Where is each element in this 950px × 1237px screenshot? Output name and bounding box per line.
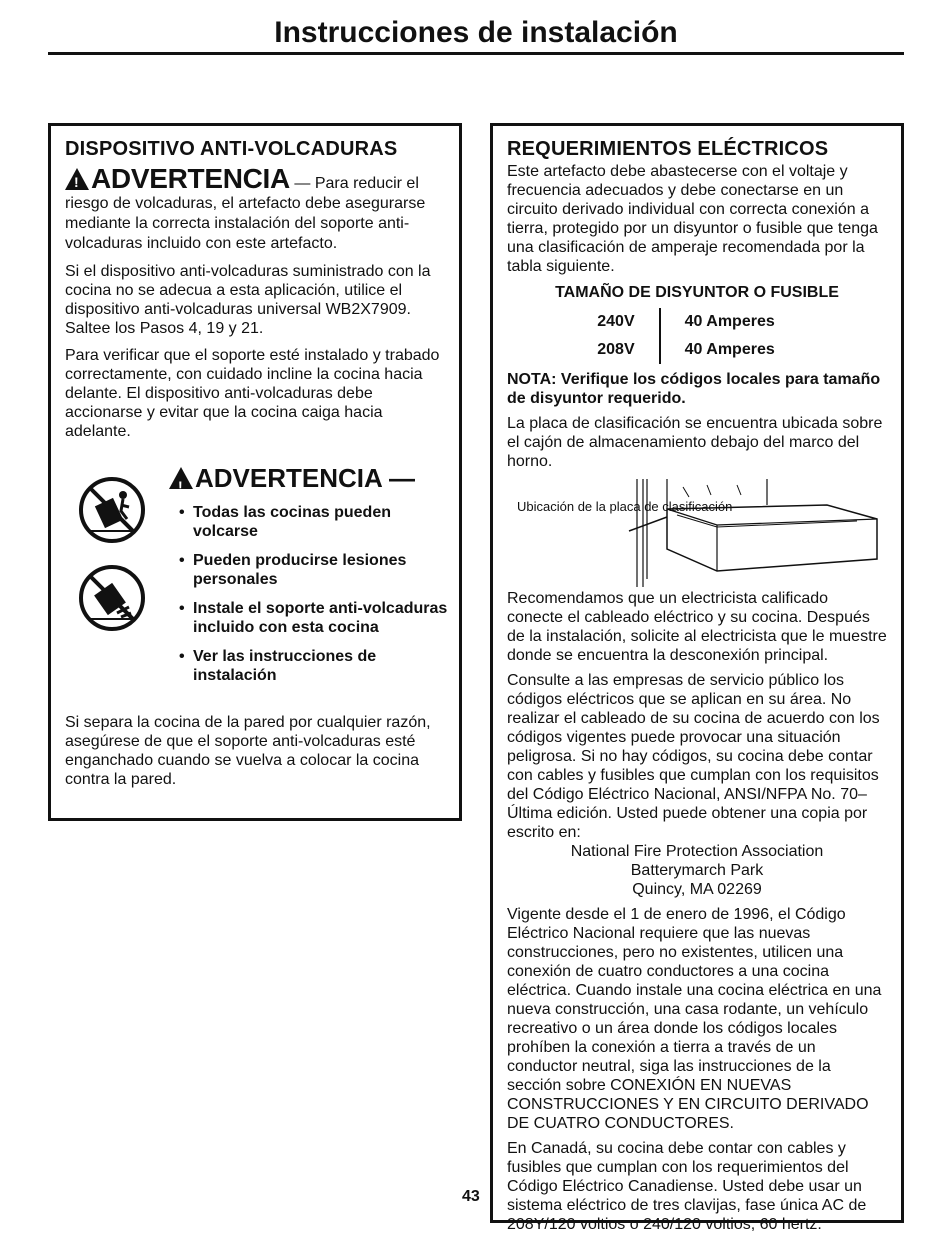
nec-1996-paragraph: Vigente desde el 1 de enero de 1996, el Código Eléctrico Nacional requiere que las nuevas construcciones, pero no existentes, utilicen una conexión de cuatro conductores a una cocina eléctrica. Cuando instale una cocina eléctrica en una nueva construcción, una casa rodante, un vehículo recreativo o un área donde los códigos locales prohíben la conexión a tierra a través de un conductor neutral, siga las instrucciones de la sección sobre CONEXIÓN EN NUEVAS CONSTRUCCIONES Y EN CIRCUITO DERIVADO DE CUATRO CONDUCTORES.	[507, 906, 882, 1132]
fuse-table	[597, 308, 797, 364]
anti-tip-heading: DISPOSITIVO ANTI-VOLCADURAS	[65, 138, 398, 160]
anti-tip-para-2: Para verificar que el soporte esté instalado y trabado correctamente, con cuidado incline la cocina hacia delante. El dispositivo anti-volcaduras debe accionarse y evitar que la cocina caiga hacia adelante.	[65, 347, 440, 440]
title-rule	[48, 52, 904, 55]
page-title: Instrucciones de instalación	[274, 16, 678, 49]
falling-range-prohibited-icon	[77, 563, 147, 633]
drawer-illustration	[607, 479, 897, 587]
address-line: Batterymarch Park	[630, 862, 764, 879]
table-row	[597, 336, 797, 364]
warning-word: ADVERTENCIA	[91, 163, 290, 194]
rating-plate-diagram	[507, 479, 887, 589]
list-item: • Todas las cocinas pueden volcarse	[179, 503, 449, 541]
nota-text: NOTA: Verifique los códigos locales para tamaño de disyuntor requerido.	[507, 371, 881, 407]
amps-cell: 40 Amperes	[684, 313, 775, 330]
rating-plate-text: La placa de clasificación se encuentra ubicada sobre el cajón de almacenamiento debajo del marco del horno.	[507, 415, 883, 470]
warning-paragraph	[65, 163, 445, 254]
anti-tip-para-1: Si el dispositivo anti-volcaduras suministrado con la cocina no se adecua a esta aplicación, utilice el dispositivo anti-volcaduras universal WB2X7909. Saltee los Pasos 4, 19 y 21.	[65, 263, 431, 337]
tip-over-prohibited-icon	[77, 475, 147, 545]
voltage-cell: 240V	[597, 308, 659, 336]
voltage-cell: 208V	[597, 336, 659, 364]
list-item: • Pueden producirse lesiones personales	[179, 551, 449, 589]
anti-tip-section	[48, 123, 462, 821]
electrical-requirements-section	[490, 123, 904, 1233]
address-line: Quincy, MA 02269	[632, 881, 762, 898]
anti-tip-para-3: Si separa la cocina de la pared por cualquier razón, asegúrese de que el soporte anti-volcaduras esté enganchado cuando se vuelva a colocar la cocina contra la pared.	[65, 714, 431, 788]
address-line: National Fire Protection Association	[570, 843, 824, 860]
canada-paragraph: En Canadá, su cocina debe contar con cables y fusibles que cumplan con los requerimientos del Código Eléctrico Canadiense. Usted debe usar un sistema eléctrico de tres clavijas, fase única AC de 208Y/120 voltios o 240/120 voltios, 60 hertz.	[507, 1140, 867, 1233]
warning-triangle-icon	[65, 168, 89, 190]
tip-warning-block	[65, 463, 448, 713]
page-number: 43	[462, 1188, 480, 1205]
codes-paragraph: Consulte a las empresas de servicio público los códigos eléctricos que se aplican en su área. No realizar el cableado de su cocina de acuerdo con los códigos vigentes puede provocar una situación peligrosa. Si no hay códigos, su cocina debe contar con cables y fusibles que cumplan con los requisitos del Código Eléctrico Nacional, ANSI/NFPA No. 70–Última edición. Usted puede obtener una copia por escrito en:	[507, 672, 880, 841]
list-item: • Ver las instrucciones de instalación	[179, 647, 449, 685]
warning-text: — Para reducir el riesgo de volcaduras, el artefacto debe asegurarse mediante la correcta instalación del soporte anti-volcaduras incluido con este artefacto.	[65, 175, 426, 252]
rating-plate-label: Ubicación de la placa de clasificación	[517, 499, 733, 514]
fuse-table-title: TAMAÑO DE DISYUNTOR O FUSIBLE	[555, 284, 839, 301]
warning-2-heading: !ADVERTENCIA —	[169, 463, 415, 493]
electrician-paragraph: Recomendamos que un electricista calificado conecte el cableado eléctrico y su cocina. Después de la instalación, solicite al electricista que le muestre donde se encuentra la desconexión principal.	[507, 590, 887, 664]
warning-bullet-list	[179, 503, 449, 695]
electrical-heading: REQUERIMIENTOS ELÉCTRICOS	[507, 138, 829, 160]
warning-triangle-icon	[169, 467, 193, 489]
electrical-intro: Este artefacto debe abastecerse con el voltaje y frecuencia adecuados y debe conectarse en un circuito derivado individual con correcta conexión a tierra, protegido por un disyuntor o fusible que tenga una clasificación de amperaje recomendada por la tabla siguiente.	[507, 163, 878, 275]
amps-cell: 40 Amperes	[684, 341, 775, 358]
list-item: • Instale el soporte anti-volcaduras incluido con esta cocina	[179, 599, 449, 637]
table-row	[597, 308, 797, 336]
